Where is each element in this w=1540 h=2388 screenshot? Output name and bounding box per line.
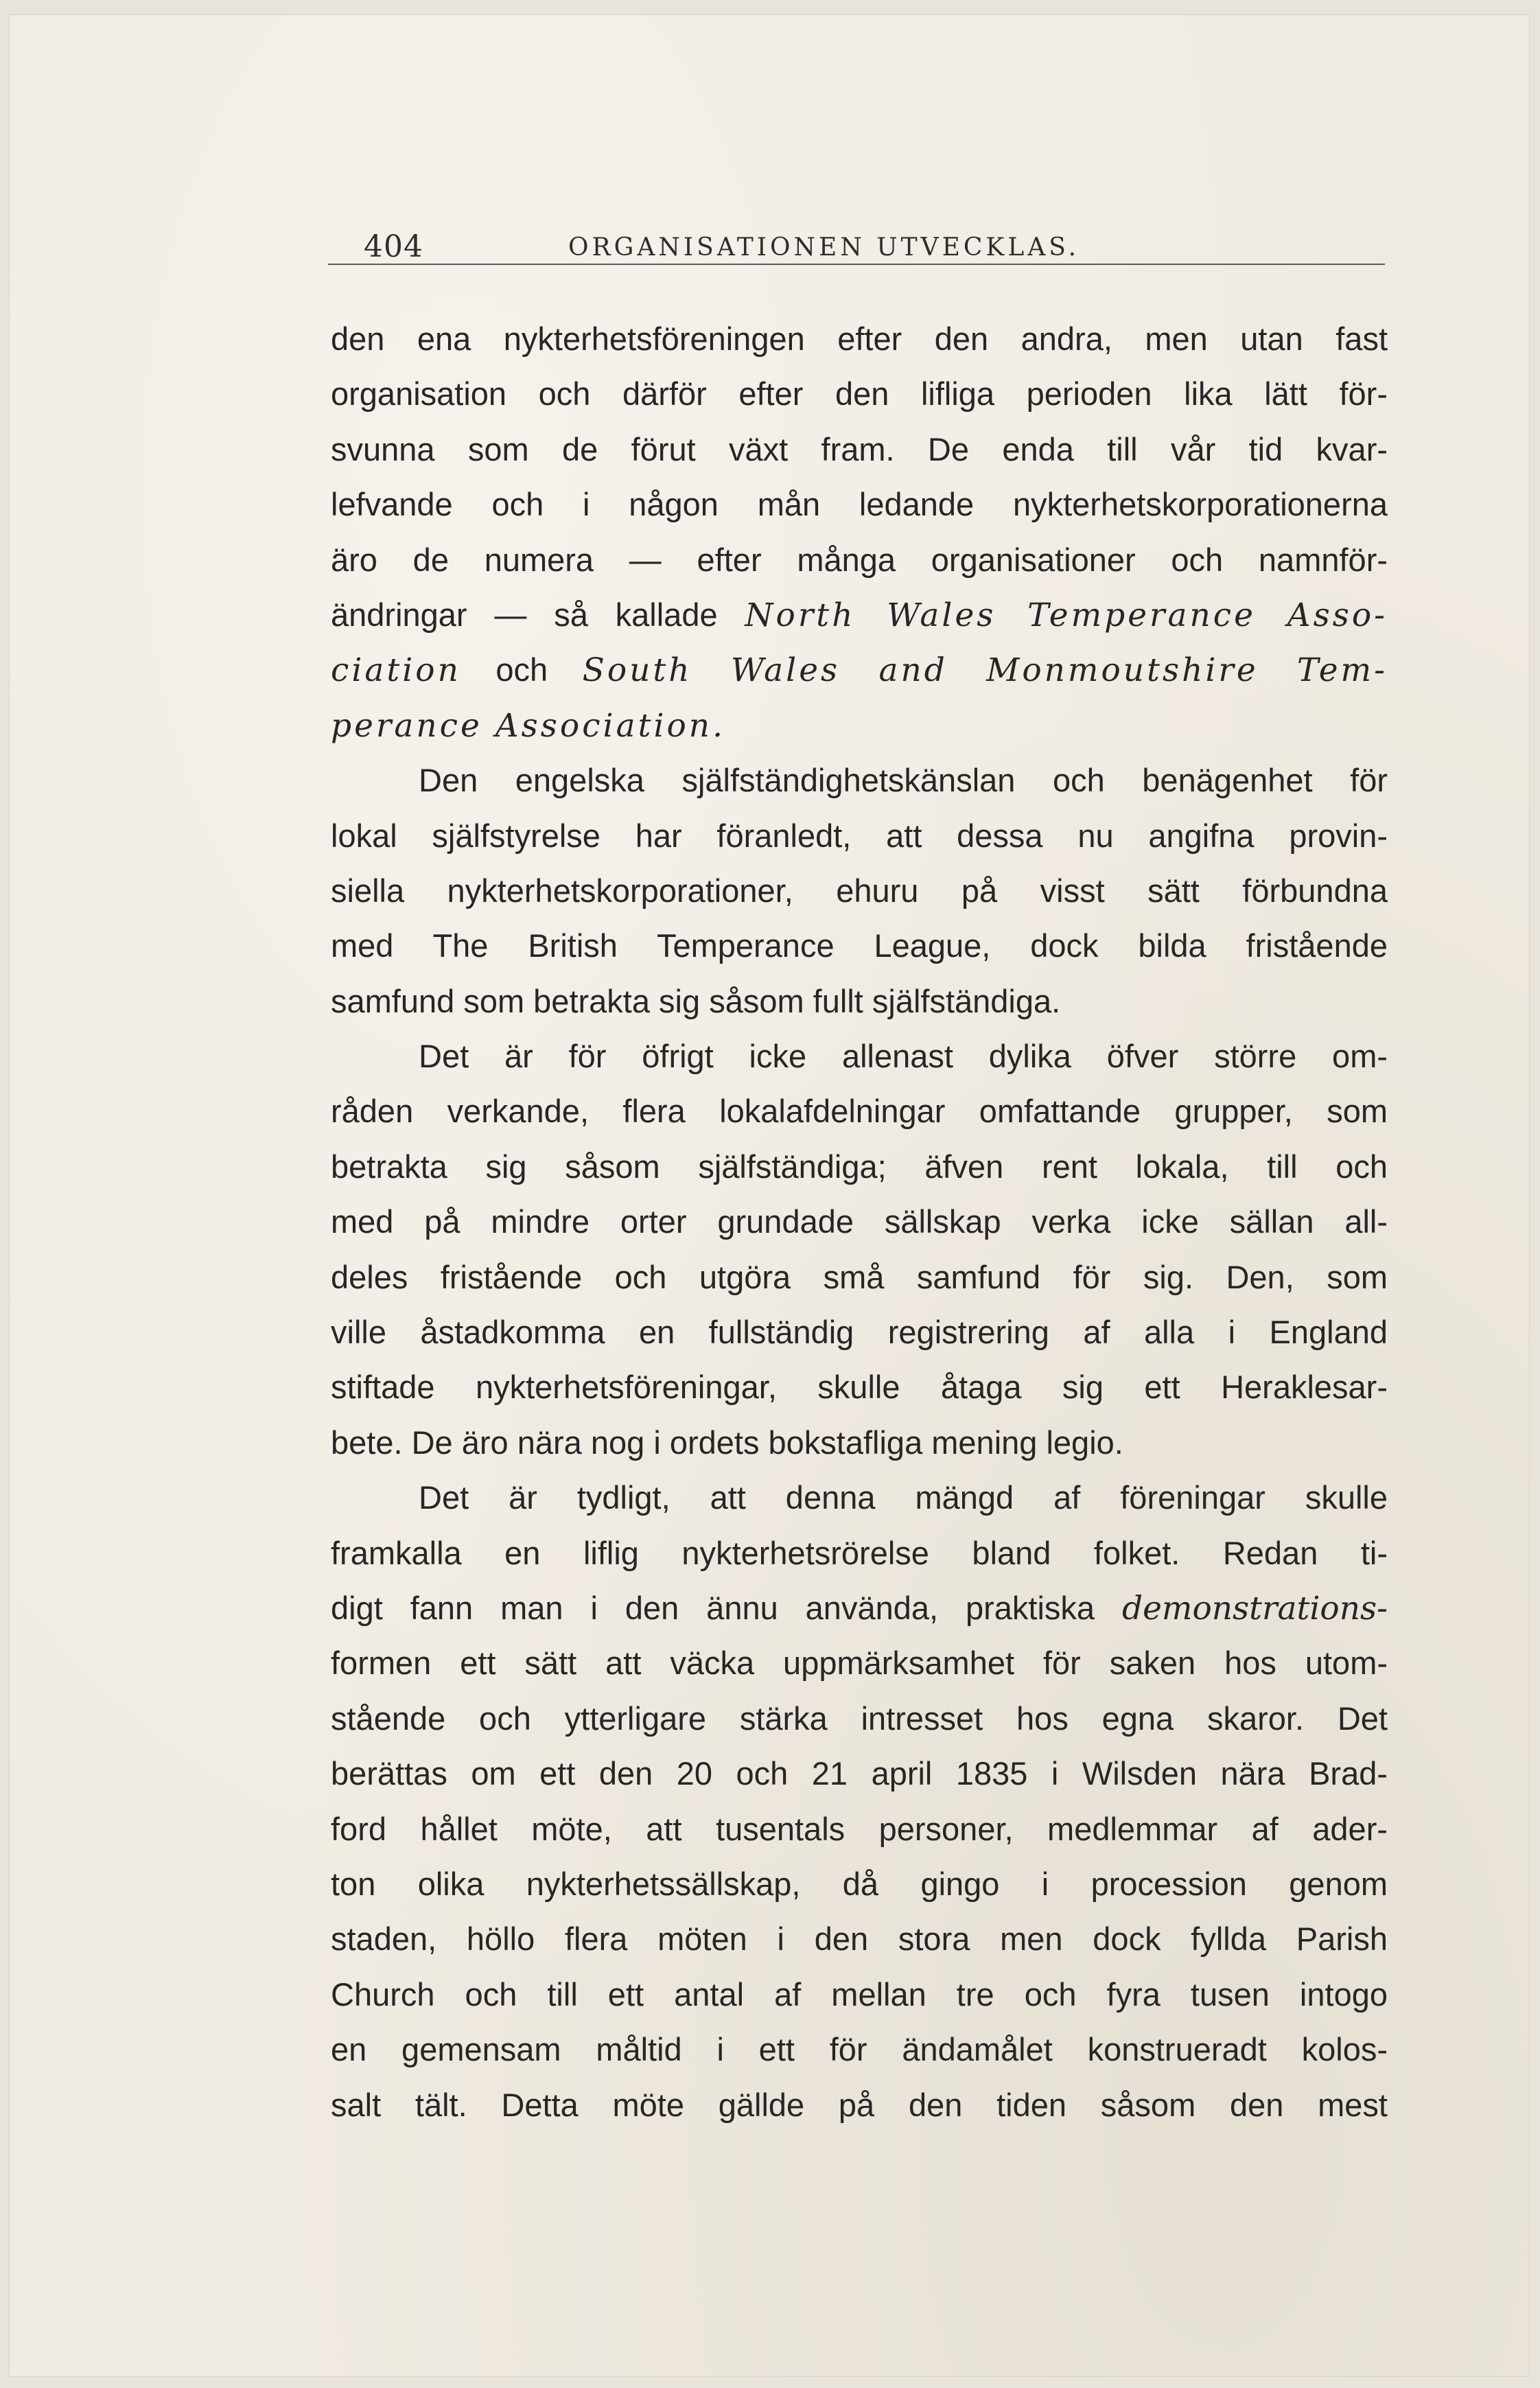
italic-text: ciation <box>331 651 461 690</box>
running-title: ORGANISATIONEN UTVECKLAS. <box>568 233 1080 262</box>
text-line: Det är för öfrigt icke allenast dylika öfver större om- <box>419 1038 1388 1075</box>
text-line: råden verkande, flera lokalafdelningar omfattande grupper, som <box>331 1093 1388 1130</box>
text-line: deles fristående och utgöra små samfund för sig. Den, som <box>331 1258 1388 1295</box>
text-segment: digt fann man i den ännu använda, praktiska <box>331 1589 1122 1626</box>
text-line: staden, höllo flera möten i den stora men dock fyllda Parish <box>331 1921 1388 1958</box>
text-line: framkalla en liflig nykterhetsrörelse bland folket. Redan ti- <box>331 1534 1388 1571</box>
text-line: samfund som betrakta sig såsom fullt själfständiga. <box>331 982 1061 1019</box>
text-line: stiftade nykterhetsföreningar, skulle åtaga sig ett Heraklesar- <box>331 1369 1388 1406</box>
text-line: ford hållet möte, att tusentals personer, medlemmar af ader- <box>331 1810 1388 1847</box>
text-line: Det är tydligt, att denna mängd af föreningar skulle <box>419 1479 1388 1516</box>
text-line: stående och ytterligare stärka intresset hos egna skaror. Det <box>331 1700 1388 1737</box>
text-line: ton olika nykterhetssällskap, då gingo i procession genom <box>331 1865 1388 1902</box>
text-line <box>331 698 1388 753</box>
text-line: en gemensam måltid i ett för ändamålet konstrueradt kolos- <box>331 2031 1388 2068</box>
text-line <box>331 1581 1388 1636</box>
italic-text: perance Association. <box>331 706 726 745</box>
text-segment: ändringar — så kallade <box>331 596 745 633</box>
italic-text: South Wales and Monmoutshire Tem- <box>582 651 1388 690</box>
text-line: siella nykterhetskorporationer, ehuru på visst sätt förbundna <box>331 872 1388 909</box>
text-line <box>331 642 1388 697</box>
text-line: med The British Temperance League, dock bilda fristående <box>331 927 1388 964</box>
text-line: formen ett sätt att väcka uppmärksamhet för saken hos utom- <box>331 1645 1388 1682</box>
text-line: salt tält. Detta möte gällde på den tiden såsom den mest <box>331 2086 1388 2123</box>
page-header <box>328 216 1385 265</box>
text-line: betrakta sig såsom själfständiga; äfven rent lokala, till och <box>331 1148 1388 1185</box>
body-text <box>331 312 1388 2133</box>
page-number: 404 <box>364 229 423 264</box>
text-line: Church och till ett antal af mellan tre och fyra tusen intogo <box>331 1975 1388 2013</box>
text-line: bete. De äro nära nog i ordets bokstafliga mening legio. <box>331 1424 1123 1461</box>
text-line: berättas om ett den 20 och 21 april 1835 i Wilsden nära Brad- <box>331 1755 1388 1792</box>
text-line: den ena nykterhetsföreningen efter den andra, men utan fast <box>331 321 1388 357</box>
italic-text: demonstrations- <box>1121 1589 1388 1627</box>
italic-text: North Wales Temperance Asso- <box>745 596 1388 634</box>
text-segment: och <box>460 651 583 688</box>
text-line: lefvande och i någon mån ledande nykterhetskorporationerna <box>331 486 1388 523</box>
text-line: svunna som de förut växt fram. De enda till vår tid kvar- <box>331 430 1388 467</box>
text-line <box>331 588 1388 642</box>
text-line: Den engelska själfständighetskänslan och benägenhet för <box>419 762 1388 799</box>
book-page <box>10 15 1529 2376</box>
text-line: lokal själfstyrelse har föranledt, att dessa nu angifna provin- <box>331 817 1388 854</box>
text-line: äro de numera — efter många organisationer och namnför- <box>331 541 1388 578</box>
text-line: organisation och därför efter den lifliga perioden lika lätt för- <box>331 375 1388 413</box>
text-line: med på mindre orter grundade sällskap verka icke sällan all- <box>331 1203 1388 1240</box>
text-line: ville åstadkomma en fullständig registrering af alla i England <box>331 1314 1388 1351</box>
